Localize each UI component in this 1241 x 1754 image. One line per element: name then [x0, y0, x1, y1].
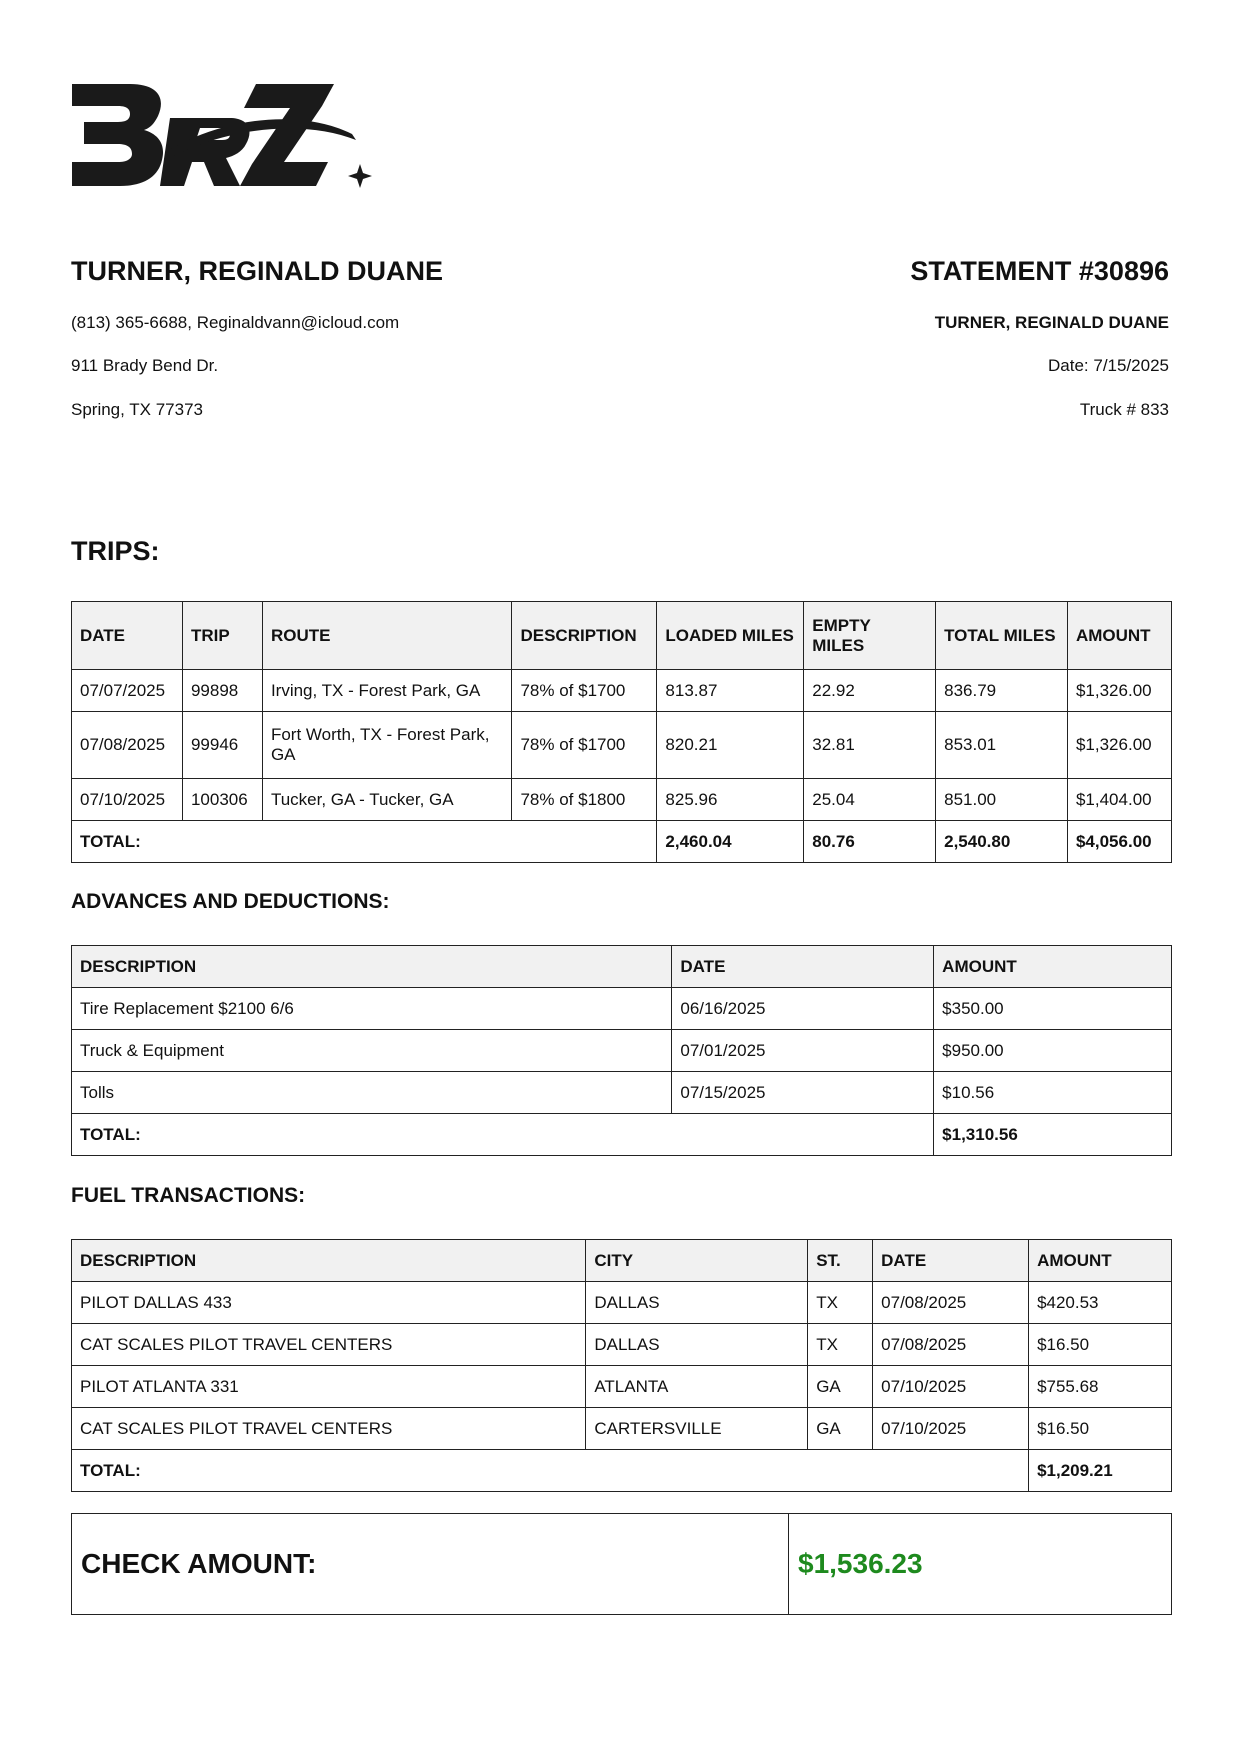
column-header: EMPTY MILES [804, 602, 936, 670]
brz-logo-graphic [70, 78, 380, 198]
table-row [72, 1072, 1172, 1114]
column-header: AMOUNT [934, 946, 1172, 988]
fuel-table [71, 1239, 1172, 1492]
table-cell: 853.01 [936, 712, 1068, 779]
column-header: AMOUNT [1067, 602, 1171, 670]
table-cell: Truck & Equipment [72, 1030, 672, 1072]
table-cell: 07/01/2025 [672, 1030, 934, 1072]
table-cell: $1,326.00 [1067, 712, 1171, 779]
table-cell: 851.00 [936, 779, 1068, 821]
table-cell: $420.53 [1029, 1282, 1172, 1324]
table-cell: DALLAS [586, 1324, 808, 1366]
table-cell: $16.50 [1029, 1324, 1172, 1366]
table-row [72, 1282, 1172, 1324]
table-cell: 22.92 [804, 670, 936, 712]
table-row [72, 712, 1172, 779]
table-cell: Tolls [72, 1072, 672, 1114]
table-cell: ATLANTA [586, 1366, 808, 1408]
check-amount-label: CHECK AMOUNT: [72, 1514, 789, 1614]
table-cell: 99946 [182, 712, 262, 779]
table-cell: Irving, TX - Forest Park, GA [262, 670, 512, 712]
table-cell: 78% of $1700 [512, 670, 657, 712]
check-amount-value: $1,536.23 [798, 1548, 923, 1579]
table-cell: 78% of $1800 [512, 779, 657, 821]
column-header: DESCRIPTION [512, 602, 657, 670]
table-cell: PILOT DALLAS 433 [72, 1282, 586, 1324]
table-cell: $755.68 [1029, 1366, 1172, 1408]
total-row [72, 821, 1172, 863]
table-cell: 99898 [182, 670, 262, 712]
table-row [72, 1366, 1172, 1408]
driver-address-line1: 911 Brady Bend Dr. [71, 356, 219, 375]
table-cell: 07/15/2025 [672, 1072, 934, 1114]
table-cell: 100306 [182, 779, 262, 821]
driver-info [71, 255, 631, 419]
total-loaded-miles: 2,460.04 [657, 821, 804, 863]
statement-date: Date: 7/15/2025 [1048, 356, 1169, 375]
total-label: TOTAL: [72, 1450, 1029, 1492]
table-cell: DALLAS [586, 1282, 808, 1324]
total-row [72, 1450, 1172, 1492]
table-cell: GA [808, 1408, 873, 1450]
table-cell: 813.87 [657, 670, 804, 712]
table-cell: 825.96 [657, 779, 804, 821]
table-cell: Tucker, GA - Tucker, GA [262, 779, 512, 821]
total-amount: $1,310.56 [934, 1114, 1172, 1156]
total-label: TOTAL: [72, 821, 657, 863]
table-row [72, 1408, 1172, 1450]
advances-title: ADVANCES AND DEDUCTIONS: [71, 890, 390, 913]
table-cell: CARTERSVILLE [586, 1408, 808, 1450]
table-cell: 32.81 [804, 712, 936, 779]
table-cell: Fort Worth, TX - Forest Park, GA [262, 712, 512, 779]
trips-table [71, 601, 1172, 863]
table-row [72, 1030, 1172, 1072]
table-cell: $1,326.00 [1067, 670, 1171, 712]
table-cell: 07/08/2025 [873, 1324, 1029, 1366]
column-header: TRIP [182, 602, 262, 670]
check-amount-box [71, 1513, 1172, 1615]
column-header: DATE [72, 602, 183, 670]
column-header: DESCRIPTION [72, 1240, 586, 1282]
driver-name: TURNER, REGINALD DUANE [71, 256, 444, 286]
table-cell: 25.04 [804, 779, 936, 821]
statement-driver-name: TURNER, REGINALD DUANE [934, 313, 1169, 332]
total-amount: $4,056.00 [1067, 821, 1171, 863]
total-miles: 2,540.80 [936, 821, 1068, 863]
statement-info [609, 255, 1169, 419]
table-header-row [72, 946, 1172, 988]
fuel-title: FUEL TRANSACTIONS: [71, 1184, 306, 1207]
driver-address-line2: Spring, TX 77373 [71, 400, 203, 419]
total-amount: $1,209.21 [1029, 1450, 1172, 1492]
table-cell: 07/10/2025 [873, 1366, 1029, 1408]
table-cell: 820.21 [657, 712, 804, 779]
company-logo [70, 78, 380, 198]
column-header: TOTAL MILES [936, 602, 1068, 670]
column-header: AMOUNT [1029, 1240, 1172, 1282]
table-cell: 07/10/2025 [873, 1408, 1029, 1450]
table-cell: Tire Replacement $2100 6/6 [72, 988, 672, 1030]
table-cell: 07/07/2025 [72, 670, 183, 712]
advances-table [71, 945, 1172, 1156]
table-row [72, 1324, 1172, 1366]
table-cell: PILOT ATLANTA 331 [72, 1366, 586, 1408]
truck-number: Truck # 833 [1079, 400, 1169, 419]
table-cell: 06/16/2025 [672, 988, 934, 1030]
driver-contact: (813) 365-6688, Reginaldvann@icloud.com [71, 313, 400, 332]
table-cell: 07/08/2025 [873, 1282, 1029, 1324]
table-row [72, 670, 1172, 712]
table-cell: 836.79 [936, 670, 1068, 712]
table-cell: 07/10/2025 [72, 779, 183, 821]
table-header-row [72, 1240, 1172, 1282]
table-cell: TX [808, 1324, 873, 1366]
total-empty-miles: 80.76 [804, 821, 936, 863]
statement-title: STATEMENT #30896 [910, 256, 1169, 286]
table-row [72, 988, 1172, 1030]
table-cell: 07/08/2025 [72, 712, 183, 779]
table-cell: $950.00 [934, 1030, 1172, 1072]
total-row [72, 1114, 1172, 1156]
table-cell: $350.00 [934, 988, 1172, 1030]
table-cell: CAT SCALES PILOT TRAVEL CENTERS [72, 1324, 586, 1366]
column-header: ROUTE [262, 602, 512, 670]
column-header: CITY [586, 1240, 808, 1282]
column-header: DATE [672, 946, 934, 988]
table-cell: $1,404.00 [1067, 779, 1171, 821]
table-cell: 78% of $1700 [512, 712, 657, 779]
table-cell: GA [808, 1366, 873, 1408]
column-header: ST. [808, 1240, 873, 1282]
table-cell: $10.56 [934, 1072, 1172, 1114]
sparkle-icon [348, 164, 372, 188]
column-header: DESCRIPTION [72, 946, 672, 988]
table-cell: TX [808, 1282, 873, 1324]
column-header: DATE [873, 1240, 1029, 1282]
trips-title: TRIPS: [71, 536, 160, 566]
column-header: LOADED MILES [657, 602, 804, 670]
table-row [72, 779, 1172, 821]
table-cell: CAT SCALES PILOT TRAVEL CENTERS [72, 1408, 586, 1450]
table-cell: $16.50 [1029, 1408, 1172, 1450]
total-label: TOTAL: [72, 1114, 934, 1156]
table-header-row [72, 602, 1172, 670]
